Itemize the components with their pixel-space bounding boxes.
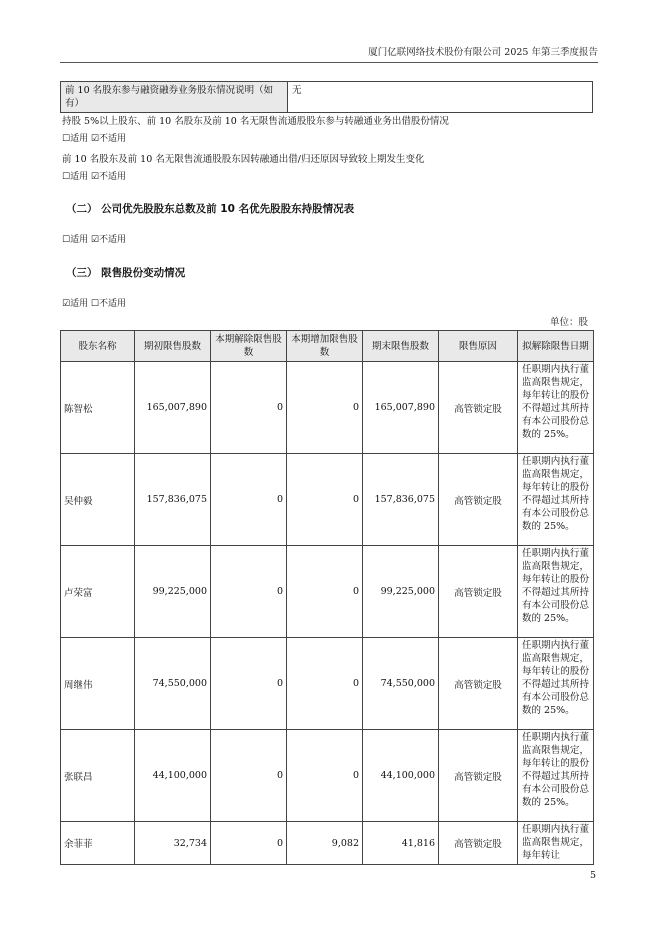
end-shares: 165,007,890 [363,362,439,454]
table-row [61,730,594,822]
begin-shares: 32,734 [135,822,211,865]
end-shares: 44,100,000 [363,730,439,822]
shareholder-name: 周继伟 [61,638,135,730]
table-row [61,638,594,730]
column-header: 拟解除限售日期 [518,331,594,362]
end-shares: 41,816 [363,822,439,865]
table-header-row [61,331,594,362]
lending-option: ☐适用 ☑不适用 [62,134,126,144]
added-shares: 0 [287,638,363,730]
page-header: 厦门亿联网络技术股份有限公司 2025 年第三季度报告 [60,44,598,63]
shareholder-name: 陈智松 [61,362,135,454]
shareholder-name: 张联昌 [61,730,135,822]
restriction-reason: 高管锁定股 [439,546,518,638]
release-date-note: 任职期内执行董监高限售规定，每年转让的股份不得超过其所持有本公司股份总数的 25%。 [518,730,594,822]
added-shares: 0 [287,546,363,638]
restriction-reason: 高管锁定股 [439,730,518,822]
begin-shares: 165,007,890 [135,362,211,454]
released-shares: 0 [211,730,287,822]
section-restricted-shares-title: （三） 限售股份变动情况 [66,267,186,279]
column-header: 股东名称 [61,331,135,362]
begin-shares: 74,550,000 [135,638,211,730]
section-preferred-shares-option: ☐适用 ☑不适用 [62,235,126,245]
release-date-note: 任职期内执行董监高限售规定，每年转让的股份不得超过其所持有本公司股份总数的 25%。 [518,546,594,638]
restriction-reason: 高管锁定股 [439,454,518,546]
added-shares: 9,082 [287,822,363,865]
unit-label: 单位：股 [549,317,588,328]
end-shares: 74,550,000 [363,638,439,730]
column-header: 本期增加限售股数 [287,331,363,362]
table-row [61,822,594,865]
restricted-shares-table [60,330,594,865]
table-row [61,454,594,546]
release-date-note: 任职期内执行董监高限售规定，每年转让的股份不得超过其所持有本公司股份总数的 25%。 [518,454,594,546]
released-shares: 0 [211,546,287,638]
end-shares: 157,836,075 [363,454,439,546]
end-shares: 99,225,000 [363,546,439,638]
begin-shares: 99,225,000 [135,546,211,638]
column-header: 本期解除限售股数 [211,331,287,362]
release-date-note: 任职期内执行董监高限售规定，每年转让的股份不得超过其所持有本公司股份总数的 25%。 [518,362,594,454]
begin-shares: 44,100,000 [135,730,211,822]
restriction-reason: 高管锁定股 [439,362,518,454]
table-row [61,362,594,454]
begin-shares: 157,836,075 [135,454,211,546]
change-option: ☐适用 ☑不适用 [62,172,126,182]
page-number: 5 [589,870,596,881]
column-header: 限售原因 [439,331,518,362]
margin-trading-table [60,81,593,113]
section-restricted-shares-option: ☑适用 ☐不适用 [62,299,126,309]
margin-trading-value: 无 [288,82,593,113]
section-preferred-shares-title: （二） 公司优先股股东总数及前 10 名优先股股东持股情况表 [66,203,355,215]
added-shares: 0 [287,362,363,454]
release-date-note: 任职期内执行董监高限售规定，每年转让 [518,822,594,865]
table-row [61,546,594,638]
margin-trading-label: 前 10 名股东参与融资融券业务股东情况说明（如有） [61,82,288,113]
release-date-note: 任职期内执行董监高限售规定，每年转让的股份不得超过其所持有本公司股份总数的 25%。 [518,638,594,730]
shareholder-name: 吴仲毅 [61,454,135,546]
change-description: 前 10 名股东及前 10 名无限售流通股股东因转融通出借/归还原因导致较上期发生变化 [62,154,425,165]
lending-description: 持股 5%以上股东、前 10 名股东及前 10 名无限售流通股股东参与转融通业务出借股份情况 [62,116,449,127]
released-shares: 0 [211,362,287,454]
released-shares: 0 [211,638,287,730]
released-shares: 0 [211,822,287,865]
column-header: 期初限售股数 [135,331,211,362]
restriction-reason: 高管锁定股 [439,822,518,865]
added-shares: 0 [287,454,363,546]
restriction-reason: 高管锁定股 [439,638,518,730]
shareholder-name: 卢荣富 [61,546,135,638]
released-shares: 0 [211,454,287,546]
column-header: 期末限售股数 [363,331,439,362]
added-shares: 0 [287,730,363,822]
shareholder-name: 余菲菲 [61,822,135,865]
